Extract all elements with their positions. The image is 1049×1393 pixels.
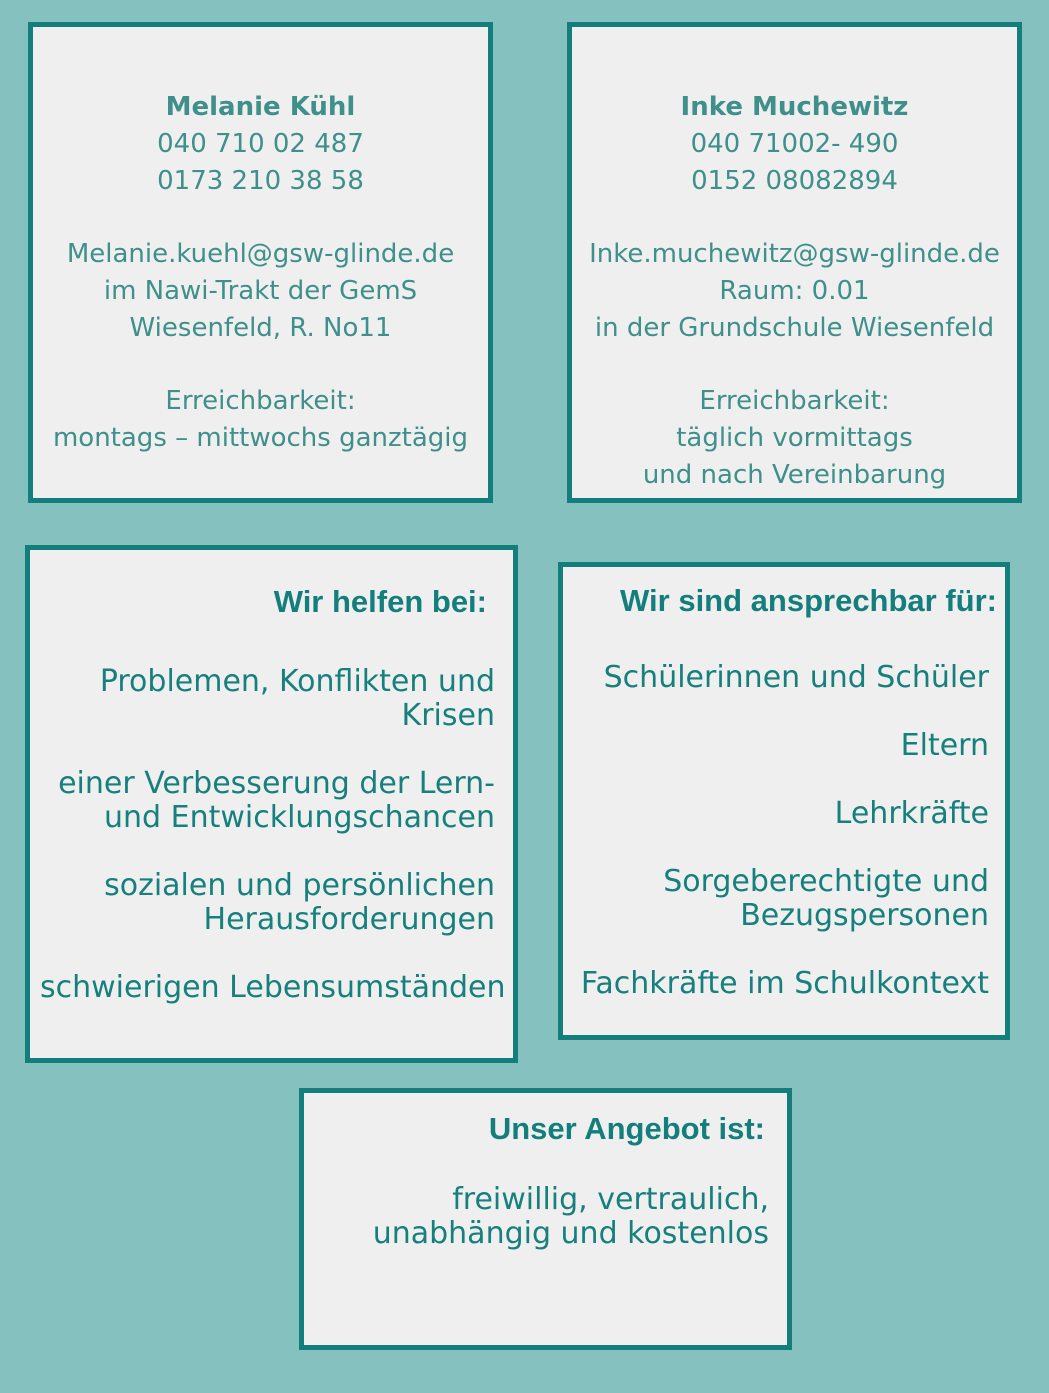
- audience-item: Lehrkräfte: [834, 796, 989, 831]
- help-item: schwierigen Lebensumständen: [40, 970, 506, 1005]
- help-card: [25, 545, 518, 1063]
- help-item: sozialen und persönlichen Herausforderungen: [104, 868, 495, 937]
- availability-text: und nach Vereinbarung: [642, 460, 947, 490]
- contact-location: Raum: 0.01: [719, 276, 870, 306]
- contact-mobile: 0152 08082894: [691, 166, 898, 196]
- availability-text: täglich vormittags: [676, 423, 913, 453]
- audience-item: Eltern: [900, 728, 989, 763]
- contact-card-kuehl: [28, 22, 493, 503]
- offer-card: [299, 1088, 792, 1350]
- audience-card: [558, 562, 1010, 1040]
- contact-location: im Nawi-Trakt der GemS: [103, 276, 418, 306]
- contact-email[interactable]: Melanie.kuehl@gsw-glinde.de: [66, 239, 455, 269]
- audience-heading: Wir sind ansprechbar für:: [620, 583, 997, 618]
- availability-label: Erreichbarkeit:: [699, 386, 890, 416]
- offer-text: freiwillig, vertraulich, unabhängig und kostenlos: [372, 1182, 769, 1251]
- contact-name: Inke Muchewitz: [680, 92, 909, 122]
- help-item: einer Verbesserung der Lern- und Entwicklungschancen: [58, 766, 495, 835]
- offer-heading: Unser Angebot ist:: [488, 1111, 765, 1146]
- contact-card-muchewitz: [567, 22, 1022, 503]
- contact-mobile: 0173 210 38 58: [157, 166, 364, 196]
- availability-text: montags – mittwochs ganztägig: [52, 423, 469, 453]
- help-item: Problemen, Konflikten und Krisen: [99, 664, 495, 733]
- contact-location: Wiesenfeld, R. No11: [129, 313, 392, 343]
- audience-item: Schülerinnen und Schüler: [603, 660, 989, 695]
- contact-email[interactable]: Inke.muchewitz@gsw-glinde.de: [589, 239, 1000, 269]
- contact-location: in der Grundschule Wiesenfeld: [594, 313, 995, 343]
- help-heading: Wir helfen bei:: [273, 584, 487, 619]
- contact-phone: 040 710 02 487: [157, 129, 364, 159]
- audience-item: Sorgeberechtigte und Bezugspersonen: [663, 864, 989, 933]
- availability-label: Erreichbarkeit:: [165, 386, 356, 416]
- contact-phone: 040 71002- 490: [690, 129, 899, 159]
- audience-item: Fachkräfte im Schulkontext: [580, 966, 989, 1001]
- contact-name: Melanie Kühl: [165, 92, 356, 122]
